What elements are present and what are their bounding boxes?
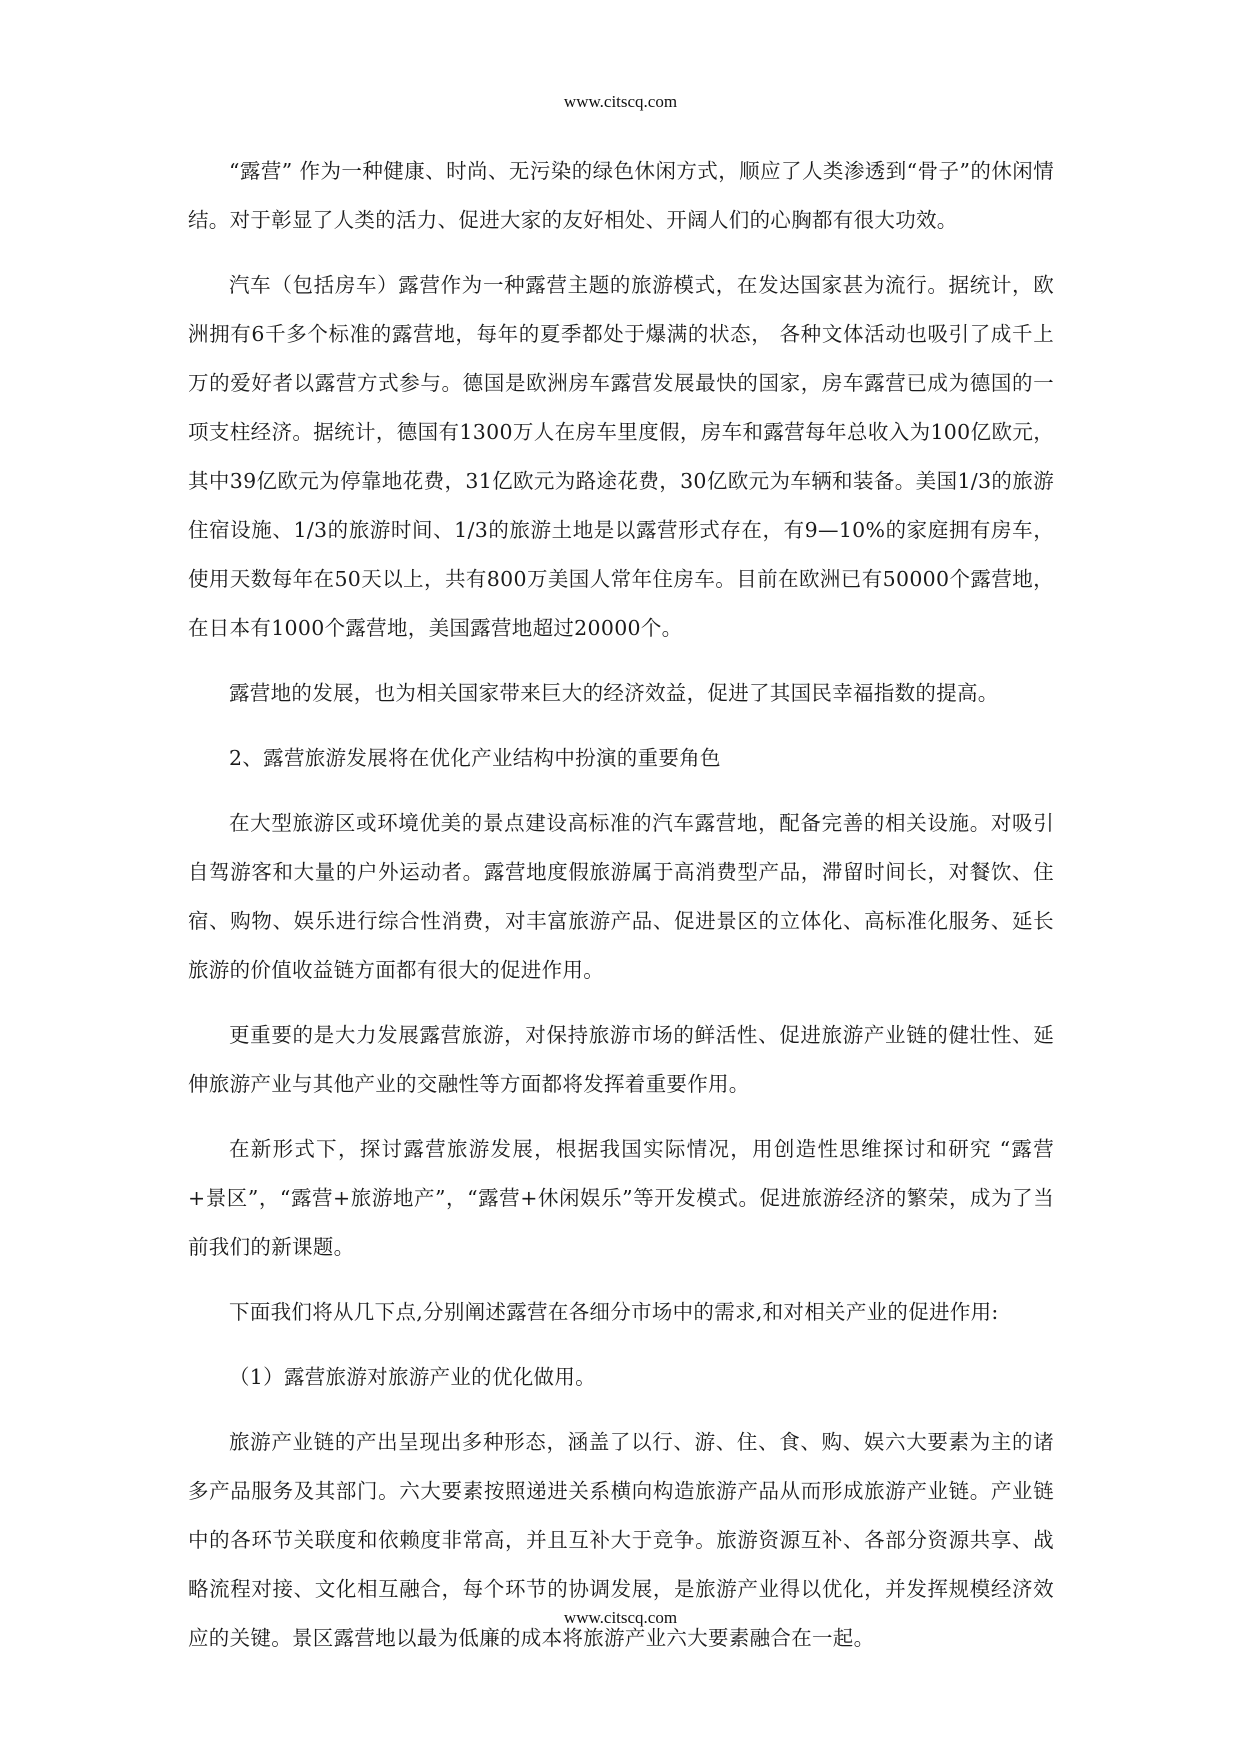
section-heading-2: 2、露营旅游发展将在优化产业结构中扮演的重要角色 [229, 746, 721, 770]
paragraph-importance: 更重要的是大力发展露营旅游，对保持旅游市场的鲜活性、促进旅游产业链的健壮性、延伸旅游产业与其他产业的交融性等方面都将发挥着重要作用。 [188, 1023, 1054, 1096]
footer-url: www.citscq.com [563, 1608, 678, 1627]
paragraph-campsite-benefits: 露营地的发展，也为相关国家带来巨大的经济效益，促进了其国民幸福指数的提高。 [229, 681, 999, 705]
paragraph-camping-intro: “露营” 作为一种健康、时尚、无污染的绿色休闲方式，顺应了人类渗透到“骨子”的休闲情结。对于彰显了人类的活力、促进大家的友好相处、开阔人们的心胸都有很大功效。 [188, 159, 1054, 232]
paragraph-campsite-construction: 在大型旅游区或环境优美的景点建设高标准的汽车露营地，配备完善的相关设施。对吸引自驾游客和大量的户外运动者。露营地度假旅游属于高消费型产品，滞留时间长，对餐饮、住宿、购物、娱乐进行综合性消费，对丰富旅游产品、促进景区的立体化、高标准化服务、延长旅游的价值收益链方面都有很大的促进作用。 [188, 811, 1054, 982]
paragraph-industry-chain: 旅游产业链的产出呈现出多种形态，涵盖了以行、游、住、食、购、娱六大要素为主的诸多产品服务及其部门。六大要素按照递进关系横向构造旅游产品从而形成旅游产业链。产业链中的各环节关联度和依赖度非常高，并且互补大于竞争。旅游资源互补、各部分资源共享、战略流程对接、文化相互融合，每个环节的协调发展，是旅游产业得以优化，并发挥规模经济效应的关键。景区露营地以最为低廉的成本将旅游产业六大要素融合在一起。 [188, 1430, 1054, 1650]
header-url: www.citscq.com [563, 92, 678, 111]
paragraph-car-camping-stats: 汽车（包括房车）露营作为一种露营主题的旅游模式，在发达国家甚为流行。据统计，欧洲拥有6千多个标准的露营地，每年的夏季都处于爆满的状态， 各种文体活动也吸引了成千上万的爱好者以露营方式参与。德国是欧洲房车露营发展最快的国家，房车露营已成为德国的一项支柱经济。据统计，德国有1300万人在房车里度假，房车和露营每年总收入为100亿欧元，其中39亿欧元为停靠地花费，31亿欧元为路途花费，30亿欧元为车辆和装备。美国1/3的旅游住宿设施、1/3的旅游时间、1/3的旅游土地是以露营形式存在，有9—10%的家庭拥有房车，使用天数每年在50天以上，共有800万美国人常年住房车。目前在欧洲已有50000个露营地，在日本有1000个露营地，美国露营地超过20000个。 [188, 273, 1054, 640]
paragraph-overview: 下面我们将从几下点,分别阐述露营在各细分市场中的需求,和对相关产业的促进作用: [229, 1300, 999, 1324]
subsection-heading-1: （1）露营旅游对旅游产业的优化做用。 [229, 1365, 596, 1389]
document-body [188, 147, 1054, 1679]
paragraph-new-models: 在新形式下，探讨露营旅游发展，根据我国实际情况，用创造性思维探讨和研究 “露营+景区”，“露营+旅游地产”，“露营+休闲娱乐”等开发模式。促进旅游经济的繁荣，成为了当前我们的新课题。 [188, 1137, 1054, 1259]
